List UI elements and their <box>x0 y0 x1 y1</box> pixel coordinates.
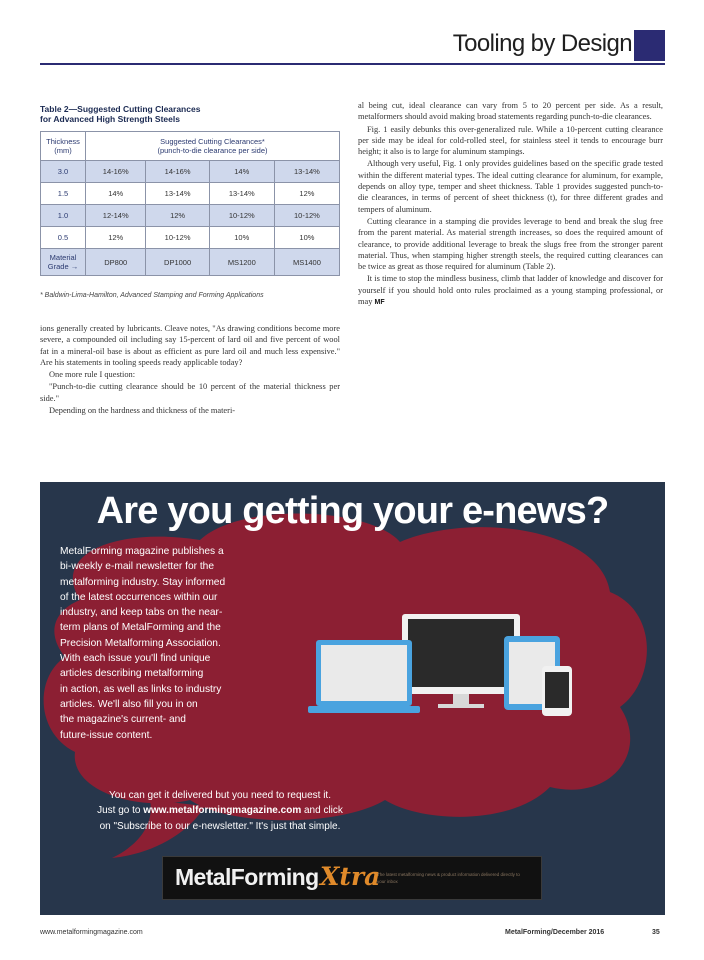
table-cell: 10% <box>274 227 339 249</box>
table-row <box>41 161 340 183</box>
table-header-clearance <box>86 132 340 161</box>
ad-cta-link[interactable]: www.metalformingmagazine.com <box>143 805 302 817</box>
table-cell: 12% <box>146 205 209 227</box>
table-header-clearance-line-2: (punch-to-die clearance per side) <box>157 146 268 155</box>
table-row <box>41 183 340 205</box>
table-caption-line-1: Table 2—Suggested Cutting Clearances <box>40 104 201 114</box>
paragraph <box>358 273 663 308</box>
section-title-square <box>634 30 665 61</box>
paragraph: "Punch-to-die cutting clearance should be 10 percent of the material thickness per side." <box>40 382 340 403</box>
ad-body-line: of the latest occurrences within our <box>60 591 218 603</box>
ad-cta-line <box>50 803 390 818</box>
ad-body-line: articles describing metalforming <box>60 668 204 680</box>
ad-body-line: term plans of MetalForming and the <box>60 622 221 634</box>
table-cell: 14-16% <box>86 161 146 183</box>
table-caption <box>40 104 340 124</box>
table-cell-thickness: 1.0 <box>41 205 86 227</box>
table-caption-line-2: for Advanced High Strength Steels <box>40 114 180 124</box>
ad-body-line: With each issue you'll find unique <box>60 653 211 665</box>
ad-body-line: articles. We'll also fill you in on <box>60 698 198 710</box>
table-cell-thickness: 0.5 <box>41 227 86 249</box>
footer-issue: MetalForming/December 2016 <box>505 929 605 936</box>
table-cell: 14% <box>86 183 146 205</box>
table-cell: 13-14% <box>209 183 274 205</box>
table-row <box>41 205 340 227</box>
table-cell: 13-14% <box>274 161 339 183</box>
table-cell: 12-14% <box>86 205 146 227</box>
paragraph: al being cut, ideal clearance can vary from 5 to 20 percent per side. As a result, metalformers should avoid making broad statements regarding punch-to-die clearances. <box>358 101 663 122</box>
ad-headline: Are you getting your e-news? <box>96 490 609 532</box>
ad-body-line: Precision Metalforming Association. <box>60 637 221 649</box>
ad-cta-line: You can get it delivered but you need to request it. <box>108 790 331 801</box>
table-cell: 10-12% <box>209 205 274 227</box>
metalforming-xtra-banner[interactable] <box>162 856 542 900</box>
ad-cta-text: and click <box>301 805 343 817</box>
clearance-table <box>40 131 340 276</box>
page-number: 35 <box>652 929 660 936</box>
table-cell: 10-12% <box>146 227 209 249</box>
ad-body-line: bi-weekly e-mail newsletter for the <box>60 561 215 573</box>
section-title: Tooling by Design <box>452 30 632 57</box>
table-cell: 14% <box>209 161 274 183</box>
ad-body-line: the magazine's current- and <box>60 714 186 726</box>
table-cell-grade: MS1400 <box>274 249 339 276</box>
end-mark: MF <box>374 299 385 307</box>
enews-advertisement <box>40 482 665 915</box>
table-cell-thickness: 3.0 <box>41 161 86 183</box>
table-cell: 10% <box>209 227 274 249</box>
article-right-column <box>358 100 663 309</box>
ad-body-line: metalforming industry. Stay informed <box>60 576 226 588</box>
table-cell-thickness: 1.5 <box>41 183 86 205</box>
table-header-thickness: Thickness (mm) <box>41 132 86 161</box>
ad-cta-text: Just go to <box>97 805 144 817</box>
ad-body-line: industry, and keep tabs on the near- <box>60 607 223 619</box>
paragraph: Cutting clearance in a stamping die provides leverage to bend and break the slug free from the parent material. As material strength increases, so does the required amount of clearance, to provide additional leverage to break the slugs free from the stronger parent material. Thus, when stamping higher strength steels, the required cutting clearances can be twice as great as those required for aluminum (Table 2). <box>358 216 663 272</box>
article-left-column <box>40 323 340 417</box>
table-cell-grade: DP1000 <box>146 249 209 276</box>
ad-body-line: future-issue content. <box>60 729 153 741</box>
devices-illustration <box>306 610 591 720</box>
paragraph: Depending on the hardness and thickness of the materi- <box>49 406 236 416</box>
header-rule <box>40 63 665 65</box>
table-cell: 10-12% <box>274 205 339 227</box>
banner-tagline: The latest metalforming news & product information delivered directly to your inbox <box>377 872 520 884</box>
ad-cta-line: on "Subscribe to our e-newsletter." It's just that simple. <box>99 820 341 832</box>
paragraph: ions generally created by lubricants. Cleave notes, "As drawing conditions become more severe, a compounded oil including say 15-percent of lard oil and five percent of wool fat in a mineral-oil base is about as efficient as pure lard oil and much less expensive." Are his statements in tooling speeds ready applicable today? <box>40 324 340 367</box>
table-row-grades <box>41 249 340 276</box>
paragraph: Although very useful, Fig. 1 only provides guidelines based on the specific grade tested within the different material types. The ideal cutting clearance for aluminum, for example, depends on alloy type, temper and sheet thickness. Table 1 provides suggested punch-to-die clearances, in terms of percent of sheet thickness (t), for three different grades and tempers of aluminum. <box>358 159 663 214</box>
table-cell-grade: MS1200 <box>209 249 274 276</box>
banner-logo: MetalForming <box>175 864 319 890</box>
table-footnote: * Baldwin-Lima-Hamilton, Advanced Stamping and Forming Applications <box>40 292 264 299</box>
ad-call-to-action <box>50 788 390 834</box>
table-cell: 14-16% <box>146 161 209 183</box>
ad-body-line: in action, as well as links to industry <box>60 683 222 695</box>
table-header-clearance-line-1: Suggested Cutting Clearances* <box>160 137 265 146</box>
footer-url: www.metalformingmagazine.com <box>40 929 143 936</box>
table-cell-grade: DP800 <box>86 249 146 276</box>
table-cell: 12% <box>86 227 146 249</box>
table-cell-grade-label: Material Grade → <box>41 249 86 276</box>
ad-body-text <box>60 544 292 743</box>
paragraph-text: It is time to stop the mindless business, climb that ladder of knowledge and discover for yourself if you should hold onto rules proclaimed as a young stamping professional, or may <box>358 274 663 307</box>
ad-body-line: MetalForming magazine publishes a <box>60 546 224 557</box>
paragraph: Fig. 1 easily debunks this over-generalized rule. While a 10-percent cutting clearance per side may be ideal for cold-rolled steel, for stainless steel it tends to encourage burr height; it also is to large for aluminum stampings. <box>358 124 663 157</box>
table-row <box>41 227 340 249</box>
table-cell: 13-14% <box>146 183 209 205</box>
banner-xtra-logo: Xtra <box>320 862 381 891</box>
table-cell: 12% <box>274 183 339 205</box>
paragraph: One more rule I question: <box>49 370 136 380</box>
